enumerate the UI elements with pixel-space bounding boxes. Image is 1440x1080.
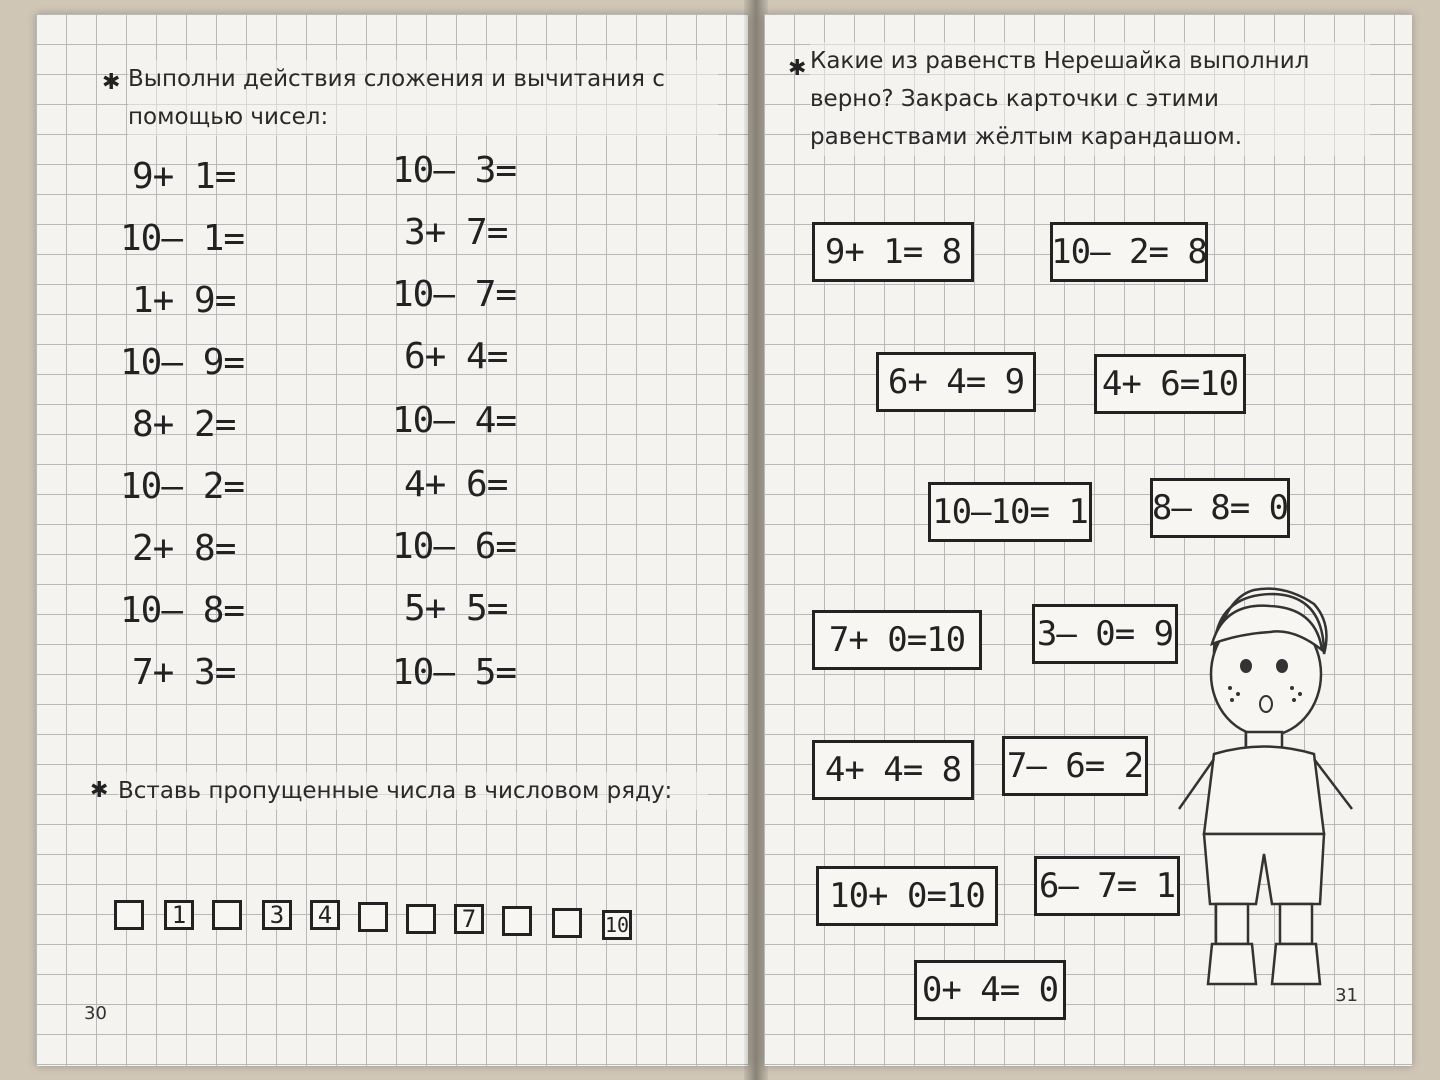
number-box — [406, 904, 436, 934]
equation: 7+ 3= — [132, 652, 236, 693]
equation-card[interactable]: 4+ 6=10 — [1094, 354, 1246, 414]
number-box — [114, 900, 144, 930]
equation-card[interactable]: 7– 6= 2 — [1002, 736, 1148, 796]
equation: 10– 8= — [120, 590, 245, 631]
star-marker-icon: ✱ — [102, 70, 121, 95]
page-number: 30 — [84, 1003, 107, 1024]
equation: 5+ 5= — [404, 588, 508, 629]
equation-card[interactable]: 3– 0= 9 — [1032, 604, 1178, 664]
right-page — [764, 14, 1412, 1066]
equation: 10– 1= — [120, 218, 245, 259]
equation-card[interactable]: 7+ 0=10 — [812, 610, 982, 670]
equation-card[interactable]: 10+ 0=10 — [816, 866, 998, 926]
equation-card[interactable]: 6– 7= 1 — [1034, 856, 1180, 916]
equation: 10– 3= — [392, 150, 517, 191]
star-marker-icon: ✱ — [788, 56, 807, 81]
task-instruction: Какие из равенств Нерешайка выполнил верно? Закрась карточки с этими равенствами жёлтым карандашом. — [810, 42, 1370, 156]
equation: 1+ 9= — [132, 280, 236, 321]
equation-card[interactable]: 10–10= 1 — [928, 482, 1092, 542]
equation: 10– 5= — [392, 652, 517, 693]
equation-card[interactable]: 9+ 1= 8 — [812, 222, 974, 282]
equation-card[interactable]: 6+ 4= 9 — [876, 352, 1036, 412]
equation-card[interactable]: 10– 2= 8 — [1050, 222, 1208, 282]
task1-instruction: Выполни действия сложения и вычитания с помощью чисел: — [128, 60, 718, 136]
number-box — [358, 902, 388, 932]
equation: 10– 2= — [120, 466, 245, 507]
number-box — [212, 900, 242, 930]
number-box: 1 — [164, 900, 194, 930]
number-box: 10 — [602, 910, 632, 940]
equation: 10– 6= — [392, 526, 517, 567]
boy-illustration — [1174, 584, 1364, 1004]
equation: 2+ 8= — [132, 528, 236, 569]
number-box: 7 — [454, 904, 484, 934]
equation-card[interactable]: 4+ 4= 8 — [812, 740, 974, 800]
task2-instruction: Вставь пропущенные числа в числовом ряду: — [118, 772, 708, 810]
left-page — [36, 14, 748, 1066]
page-number: 31 — [1335, 985, 1358, 1006]
star-marker-icon: ✱ — [90, 778, 109, 803]
number-box — [552, 908, 582, 938]
number-box: 4 — [310, 900, 340, 930]
equation-card[interactable]: 8– 8= 0 — [1150, 478, 1290, 538]
equation: 4+ 6= — [404, 464, 508, 505]
equation: 8+ 2= — [132, 404, 236, 445]
equation: 10– 7= — [392, 274, 517, 315]
number-box — [502, 906, 532, 936]
equation: 6+ 4= — [404, 336, 508, 377]
equation: 9+ 1= — [132, 156, 236, 197]
equation: 10– 9= — [120, 342, 245, 383]
equation: 3+ 7= — [404, 212, 508, 253]
number-box: 3 — [262, 900, 292, 930]
equation-card[interactable]: 0+ 4= 0 — [914, 960, 1066, 1020]
equation: 10– 4= — [392, 400, 517, 441]
